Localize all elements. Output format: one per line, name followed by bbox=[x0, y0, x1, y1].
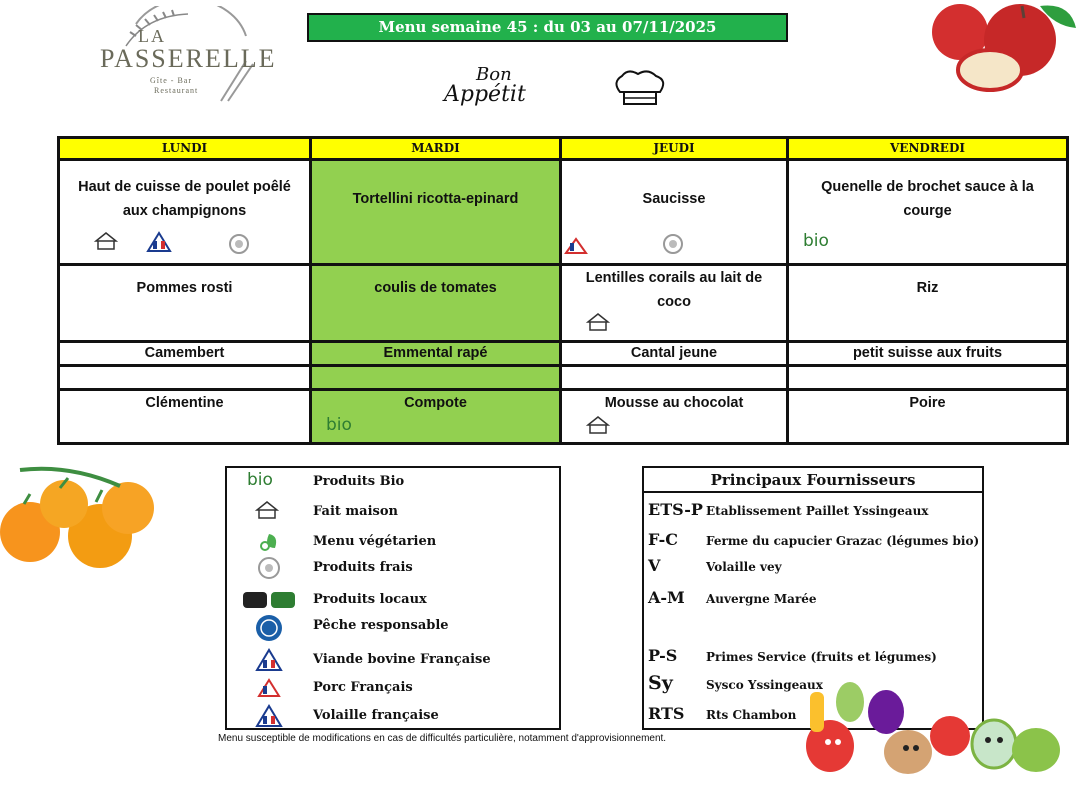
legend-item bbox=[227, 556, 561, 580]
apples-icon bbox=[930, 0, 1079, 95]
menu-cell bbox=[562, 391, 786, 442]
tomatoes-icon bbox=[0, 460, 158, 570]
dish-text: Poire bbox=[909, 395, 946, 411]
legend-item bbox=[227, 530, 561, 554]
logo-line-4: Restaurant bbox=[154, 86, 199, 95]
menu-cell bbox=[789, 161, 1066, 263]
menu-cell bbox=[312, 343, 559, 364]
french-beef-icon bbox=[243, 648, 295, 672]
legend-label: Viande bovine Française bbox=[313, 652, 491, 667]
supplier-code: RTS bbox=[648, 704, 685, 723]
menu-cell-empty bbox=[789, 367, 1066, 388]
french-pork-icon bbox=[564, 235, 588, 265]
fresh-products-icon bbox=[243, 556, 295, 580]
supplier-row bbox=[644, 500, 982, 524]
menu-cell bbox=[312, 266, 559, 340]
legend-label: Porc Français bbox=[313, 680, 413, 695]
menu-cell bbox=[789, 391, 1066, 442]
dish-text: Lentilles corails au lait de coco bbox=[585, 270, 763, 310]
legend-item bbox=[227, 704, 561, 728]
supplier-row bbox=[644, 530, 982, 554]
french-poultry-icon bbox=[243, 704, 295, 728]
supplier-code: F-C bbox=[648, 530, 679, 549]
menu-cell bbox=[562, 266, 786, 340]
supplier-name: Sysco Yssingeaux bbox=[706, 678, 823, 692]
bon-appetit-banner bbox=[440, 62, 680, 110]
legend-item bbox=[227, 676, 561, 700]
restaurant-logo bbox=[96, 6, 276, 104]
dish-text: Cantal jeune bbox=[630, 345, 718, 361]
menu-cell bbox=[60, 343, 309, 364]
supplier-row bbox=[644, 588, 982, 612]
supplier-code: A-M bbox=[648, 588, 685, 607]
legend-item bbox=[227, 588, 561, 612]
supplier-code: Sy bbox=[648, 672, 673, 694]
menu-cell bbox=[312, 161, 559, 263]
menu-cell bbox=[60, 266, 309, 340]
menu-cell bbox=[312, 391, 559, 442]
legend-panel bbox=[225, 466, 561, 730]
supplier-name: Ferme du capucier Grazac (légumes bio) bbox=[706, 534, 980, 548]
footnote: Menu susceptible de modifications en cas de difficultés particulière, notamment d'approvisionnement. bbox=[218, 733, 667, 744]
dish-text: Clémentine bbox=[145, 395, 224, 411]
local-products-icon bbox=[243, 588, 295, 612]
menu-cell-empty bbox=[60, 367, 309, 388]
dish-text: Camembert bbox=[144, 345, 225, 361]
bon-appetit-line-1: Bon bbox=[476, 64, 512, 85]
fait-maison-icon bbox=[574, 312, 622, 344]
legend-label: Produits frais bbox=[313, 560, 413, 575]
menu-cell bbox=[60, 391, 309, 442]
supplier-name: Volaille vey bbox=[706, 560, 782, 574]
chef-hat-icon bbox=[610, 68, 670, 108]
legend-label: Menu végétarien bbox=[313, 534, 437, 549]
fait-maison-icon bbox=[243, 500, 295, 524]
menu-cell-empty bbox=[312, 367, 559, 388]
legend-item bbox=[227, 470, 561, 494]
logo-line-1: LA bbox=[138, 26, 166, 46]
fait-maison-icon bbox=[574, 415, 622, 447]
logo-line-2: PASSERELLE bbox=[100, 44, 277, 73]
bio-icon: bio bbox=[326, 415, 352, 435]
day-header-jeudi: JEUDI bbox=[562, 139, 786, 158]
dish-text: petit suisse aux fruits bbox=[852, 345, 1003, 361]
dish-text: Haut de cuisse de poulet poêlé aux champignons bbox=[78, 179, 291, 219]
menu-cell bbox=[562, 161, 786, 263]
menu-cell bbox=[789, 266, 1066, 340]
weekly-menu-table bbox=[57, 136, 1069, 445]
supplier-code: V bbox=[648, 556, 661, 575]
menu-cell bbox=[60, 161, 309, 263]
supplier-name: Rts Chambon bbox=[706, 708, 797, 722]
supplier-row bbox=[644, 556, 982, 580]
dish-text: Emmental rapé bbox=[383, 345, 488, 361]
menu-cell bbox=[562, 343, 786, 364]
bio-icon: bio bbox=[247, 470, 273, 490]
day-header-vendredi: VENDREDI bbox=[789, 139, 1066, 158]
supplier-name: Auvergne Marée bbox=[706, 592, 817, 606]
french-pork-icon bbox=[243, 676, 295, 700]
supplier-name: Etablissement Paillet Yssingeaux bbox=[706, 504, 929, 518]
logo-line-3: Gîte - Bar bbox=[150, 76, 192, 85]
vegetables-characters-icon bbox=[790, 666, 1079, 785]
fresh-products-icon bbox=[228, 233, 250, 263]
bio-icon: bio bbox=[803, 231, 829, 251]
fait-maison-icon bbox=[82, 231, 130, 263]
legend-label: Volaille française bbox=[313, 708, 439, 723]
dish-text: Compote bbox=[404, 395, 467, 411]
dish-text: Saucisse bbox=[642, 191, 706, 207]
legend-label: Produits Bio bbox=[313, 474, 405, 489]
bon-appetit-line-2: Appétit bbox=[444, 82, 526, 107]
supplier-code: P-S bbox=[648, 646, 678, 665]
legend-label: Produits locaux bbox=[313, 592, 427, 607]
legend-item bbox=[227, 614, 561, 638]
legend-item bbox=[227, 500, 561, 524]
supplier-name: Primes Service (fruits et légumes) bbox=[706, 650, 937, 664]
fresh-products-icon bbox=[662, 233, 684, 263]
responsible-fishing-icon bbox=[243, 614, 295, 638]
french-poultry-icon bbox=[144, 231, 174, 263]
dish-text: Riz bbox=[916, 280, 939, 296]
supplier-code: ETS-P bbox=[648, 500, 703, 519]
legend-label: Fait maison bbox=[313, 504, 398, 519]
legend-label: Pêche responsable bbox=[313, 618, 449, 633]
day-header-lundi: LUNDI bbox=[60, 139, 309, 158]
dish-text: Tortellini ricotta-epinard bbox=[352, 191, 519, 207]
dish-text: Pommes rosti bbox=[136, 280, 233, 296]
dish-text: Mousse au chocolat bbox=[604, 395, 744, 411]
suppliers-title: Principaux Fournisseurs bbox=[644, 468, 982, 493]
legend-item bbox=[227, 648, 561, 672]
menu-cell-empty bbox=[562, 367, 786, 388]
vegetarian-icon bbox=[243, 530, 295, 554]
day-header-mardi: MARDI bbox=[312, 139, 559, 158]
dish-text: Quenelle de brochet sauce à la courge bbox=[821, 179, 1034, 219]
dish-text: coulis de tomates bbox=[374, 280, 497, 296]
menu-title: Menu semaine 45 : du 03 au 07/11/2025 bbox=[307, 13, 788, 42]
menu-cell bbox=[789, 343, 1066, 364]
